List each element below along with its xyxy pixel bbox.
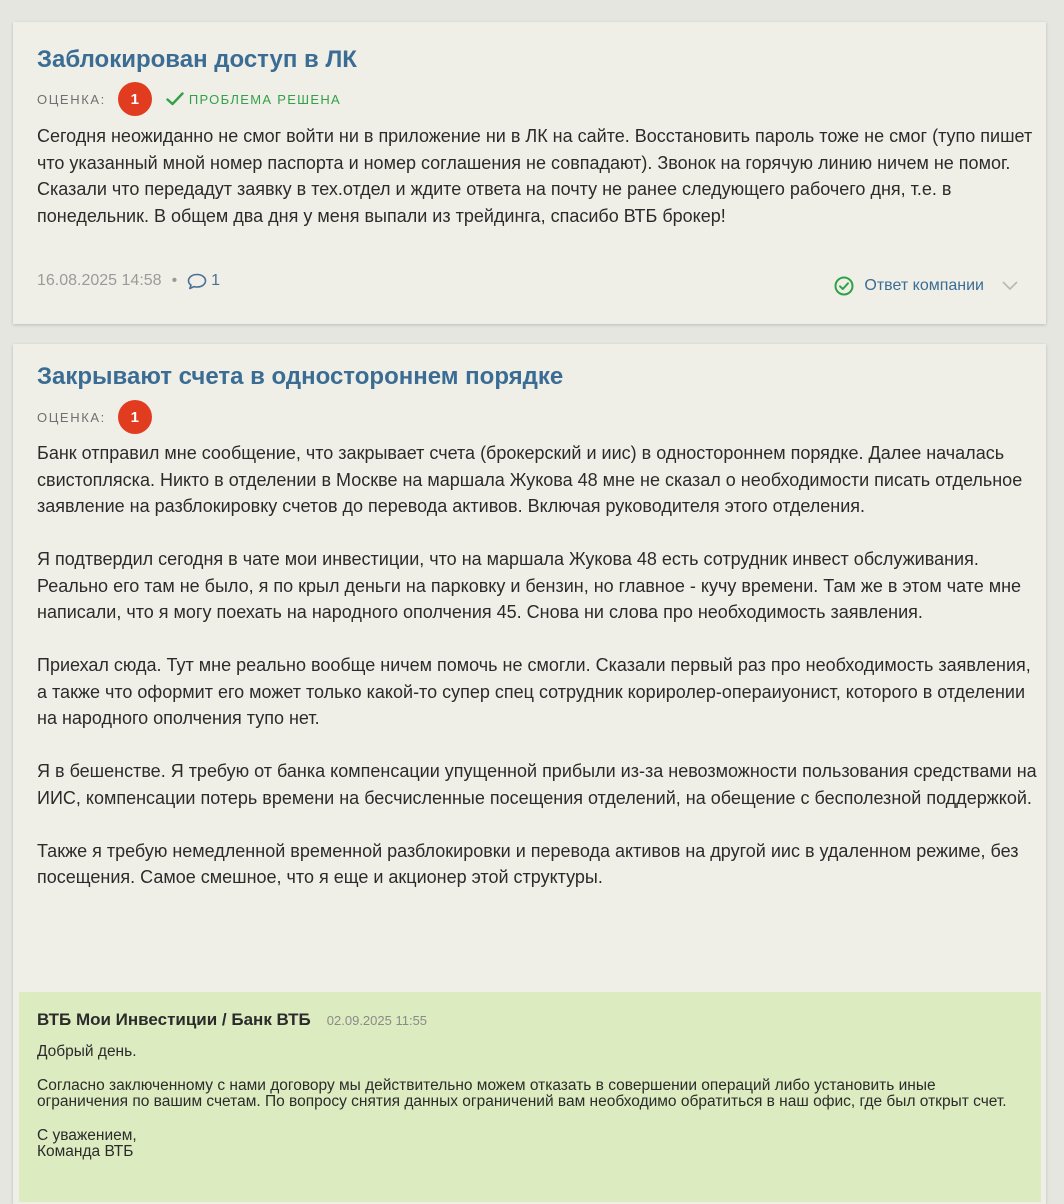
review-paragraph: Банк отправил мне сообщение, что закрывает счета (брокерский и иис) в одностороннем порядке. Далее началась свистопляска. Никто в отделении в Москве на маршала Жукова 48 мне не сказал о необходимости писать отдельное заявление на разблокировку счетов до перевода активов. Включая руководителя этого отделения. — [37, 443, 1023, 516]
rating-label: ОЦЕНКА: — [37, 409, 106, 425]
comments-link[interactable] — [187, 272, 220, 290]
reply-greeting: Добрый день. — [37, 1043, 137, 1060]
review-text — [37, 440, 1037, 891]
rating-badge: 1 — [118, 400, 152, 434]
reply-author-name[interactable]: ВТБ Мои Инвестиции / Банк ВТБ — [37, 1010, 311, 1029]
review-meta — [37, 272, 220, 290]
check-circle-icon — [834, 276, 854, 296]
reply-signature-line: Команда ВТБ — [37, 1143, 134, 1160]
rating-row — [37, 82, 341, 116]
rating-badge: 1 — [118, 82, 152, 116]
company-reply — [19, 992, 1041, 1202]
company-answer-label: Ответ компании — [864, 277, 984, 294]
reply-date: 02.09.2025 11:55 — [326, 1013, 428, 1028]
reply-header — [37, 1010, 427, 1030]
reply-signature — [37, 1128, 1027, 1161]
problem-solved-status — [166, 92, 341, 107]
rating-row — [37, 400, 152, 434]
reply-body: Согласно заключенному с нами договору мы действительно можем отказать в совершении операций либо установить иные ограничения по вашим счетам. По вопросу снятия данных ограничений вам необходимо обратиться в наш офис, где был открыт счет. — [37, 1076, 1007, 1110]
review-paragraph: Я в бешенстве. Я требую от банка компенсации упущенной прибыли из-за невозможности пользования средствами на ИИС, компенсации потерь времени на бесчисленные посещения отделений, на обещение с бесполезной поддержкой. — [37, 761, 1037, 808]
review-card — [13, 344, 1046, 1204]
review-text — [37, 123, 1037, 229]
review-paragraph: Приехал сюда. Тут мне реально вообще ничем помочь не смогли. Сказали первый раз про необходимость заявления, а также что оформит его может только какой-то супер спец сотрудник кориролер-операиуонист, которого в отделении на народного ополчения тупо нет. — [37, 655, 1031, 728]
reply-signature-line: С уважением, — [37, 1126, 137, 1144]
review-title[interactable]: Заблокирован доступ в ЛК — [37, 46, 357, 73]
problem-solved-label: ПРОБЛЕМА РЕШЕНА — [188, 91, 342, 107]
company-answer-toggle[interactable] — [834, 276, 1018, 296]
comment-icon — [187, 273, 207, 290]
review-card — [13, 22, 1046, 324]
review-date: 16.08.2025 14:58 — [37, 272, 162, 289]
rating-label: ОЦЕНКА: — [37, 91, 106, 107]
review-paragraph: Также я требую немедленной временной разблокировки и перевода активов на другой иис в удаленном режиме, без посещения. Самое смешное, что я еще и акционер этой структуры. — [37, 840, 1019, 887]
review-title[interactable]: Закрывают счета в одностороннем порядке — [37, 363, 564, 390]
review-paragraph: Сегодня неожиданно не смог войти ни в приложение ни в ЛК на сайте. Восстановить пароль тоже не смог (тупо пишет что указанный мной номер паспорта и номер соглашения не совпадают). Звонок на горячую линию ничем не помог. Сказали что передадут заявку в тех.отдел и ждите ответа на почту не ранее следующего рабочего дня, т.е. в понедельник. В общем два дня у меня выпали из трейдинга, спасибо ВТБ брокер! — [37, 126, 1033, 226]
checkmark-icon — [166, 92, 184, 106]
chevron-down-icon — [1002, 281, 1018, 291]
review-paragraph: Я подтвердил сегодня в чате мои инвестиции, что на маршала Жукова 48 есть сотрудник инвест обслуживания. Реально его там не было, я по крыл деньги на парковку и бензин, но главное - кучу времени. Там же в этом чате мне написали, что я могу поехать на народного ополчения 45. Снова ни слова про необходимость заявления. — [37, 549, 1022, 622]
reply-text — [37, 1044, 1027, 1161]
meta-separator: • — [171, 272, 178, 289]
comments-count: 1 — [211, 272, 221, 289]
